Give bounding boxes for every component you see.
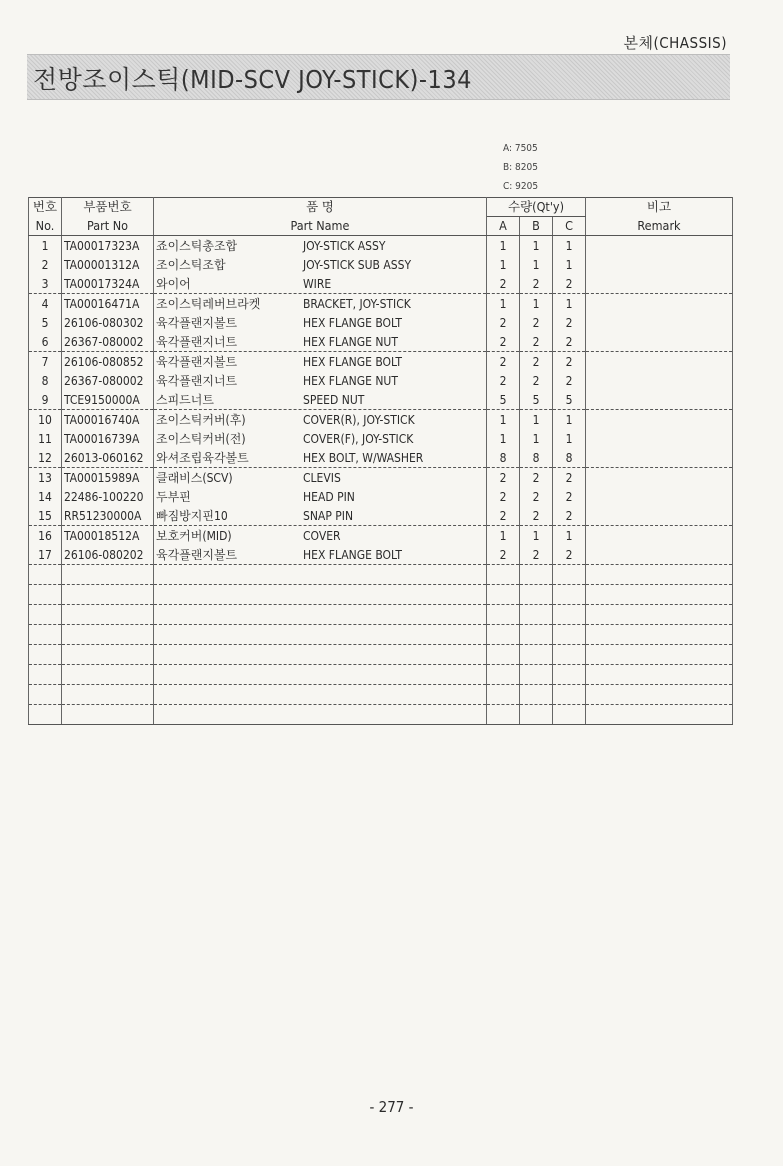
- cell-no: 5: [29, 313, 62, 332]
- cell-qty-c: 1: [553, 236, 586, 256]
- cell-remark: [586, 352, 733, 372]
- header-qty-a: A: [487, 217, 520, 236]
- cell-no: 3: [29, 274, 62, 294]
- cell-part-name: [154, 255, 487, 274]
- cell-qty-b: 2: [520, 313, 553, 332]
- cell-qty-b: 2: [520, 352, 553, 372]
- cell-qty-b: 8: [520, 448, 553, 468]
- cell-qty-a: 2: [487, 487, 520, 506]
- cell-qty-c: 2: [553, 313, 586, 332]
- cell-no: 14: [29, 487, 62, 506]
- cell-qty-c: 2: [553, 468, 586, 488]
- table-row: [29, 506, 733, 526]
- part-name-ko: 죠이스틱총조합: [156, 238, 238, 253]
- header-part-no-en: Part No: [62, 217, 154, 236]
- cell-part-name: [154, 352, 487, 372]
- cell-qty-c: 1: [553, 429, 586, 448]
- cell-part-no: 26106-080852: [62, 352, 154, 372]
- part-name-ko: 조이스틱조합: [156, 257, 226, 272]
- cell-qty-a: 1: [487, 429, 520, 448]
- cell-qty-a: 2: [487, 332, 520, 352]
- part-name-ko: 육각플랜지너트: [156, 334, 238, 349]
- part-name-ko: 육각플랜지너트: [156, 373, 238, 388]
- table-row: [29, 352, 733, 372]
- cell-qty-b: 1: [520, 236, 553, 256]
- cell-part-no: 26013-060162: [62, 448, 154, 468]
- cell-no: 2: [29, 255, 62, 274]
- header-remark-en: Remark: [586, 217, 733, 236]
- table-row: [29, 448, 733, 468]
- cell-qty-b: 2: [520, 506, 553, 526]
- cell-part-name: [154, 410, 487, 430]
- part-name-en: COVER(R), JOY-STICK: [303, 412, 415, 427]
- cell-no: 12: [29, 448, 62, 468]
- header-part-name-en: Part Name: [154, 217, 487, 236]
- table-row: [29, 545, 733, 565]
- cell-remark: [586, 236, 733, 256]
- cell-qty-c: 2: [553, 332, 586, 352]
- cell-remark: [586, 313, 733, 332]
- blank-row: [29, 645, 733, 665]
- blank-row: [29, 605, 733, 625]
- cell-part-name: [154, 487, 487, 506]
- cell-qty-a: 5: [487, 390, 520, 410]
- part-name-ko: 스피드너트: [156, 392, 214, 407]
- cell-qty-a: 2: [487, 468, 520, 488]
- cell-part-no: RR51230000A: [62, 506, 154, 526]
- cell-qty-c: 1: [553, 526, 586, 546]
- cell-qty-a: 1: [487, 294, 520, 314]
- cell-qty-a: 2: [487, 371, 520, 390]
- cell-remark: [586, 526, 733, 546]
- table-row: [29, 236, 733, 256]
- part-name-ko: 보호커버(MID): [156, 528, 232, 543]
- header-no-en: No.: [29, 217, 62, 236]
- cell-qty-a: 2: [487, 352, 520, 372]
- cell-part-name: [154, 371, 487, 390]
- cell-part-no: 26106-080302: [62, 313, 154, 332]
- cell-qty-a: 1: [487, 410, 520, 430]
- cell-qty-a: 2: [487, 545, 520, 565]
- cell-qty-b: 1: [520, 294, 553, 314]
- cell-remark: [586, 487, 733, 506]
- cell-remark: [586, 468, 733, 488]
- cell-part-name: [154, 506, 487, 526]
- cell-part-name: [154, 236, 487, 256]
- cell-qty-c: 1: [553, 255, 586, 274]
- table-row: [29, 487, 733, 506]
- cell-remark: [586, 410, 733, 430]
- cell-qty-a: 8: [487, 448, 520, 468]
- cell-remark: [586, 294, 733, 314]
- cell-qty-b: 2: [520, 468, 553, 488]
- part-name-en: HEX FLANGE BOLT: [303, 354, 402, 369]
- cell-part-name: [154, 468, 487, 488]
- page-title: 전방조이스틱(MID-SCV JOY-STICK)-134: [33, 65, 472, 94]
- part-name-en: COVER(F), JOY-STICK: [303, 431, 414, 446]
- blank-row: [29, 625, 733, 645]
- cell-qty-c: 2: [553, 371, 586, 390]
- table-row: [29, 526, 733, 546]
- cell-qty-a: 1: [487, 526, 520, 546]
- table-row: [29, 332, 733, 352]
- part-name-ko: 클래비스(SCV): [156, 470, 233, 485]
- cell-remark: [586, 371, 733, 390]
- cell-part-no: 26106-080202: [62, 545, 154, 565]
- table-row: [29, 294, 733, 314]
- cell-qty-c: 2: [553, 545, 586, 565]
- cell-remark: [586, 506, 733, 526]
- cell-qty-b: 2: [520, 332, 553, 352]
- header-qty-c: C: [553, 217, 586, 236]
- cell-part-name: [154, 429, 487, 448]
- part-name-en: WIRE: [303, 276, 332, 291]
- part-name-ko: 빠짐방지핀10: [156, 508, 228, 523]
- cell-no: 10: [29, 410, 62, 430]
- part-name-en: COVER: [303, 528, 341, 543]
- cell-qty-c: 1: [553, 294, 586, 314]
- header-remark-ko: 비고: [586, 198, 733, 217]
- part-name-en: JOY-STICK ASSY: [303, 238, 386, 253]
- header-part-name-ko: 품 명: [154, 198, 487, 217]
- cell-no: 17: [29, 545, 62, 565]
- blank-row: [29, 665, 733, 685]
- cell-no: 4: [29, 294, 62, 314]
- cell-part-name: [154, 526, 487, 546]
- cell-qty-a: 1: [487, 236, 520, 256]
- part-name-ko: 육각플랜지볼트: [156, 354, 238, 369]
- part-name-ko: 육각플랜지볼트: [156, 547, 238, 562]
- model-a-label: A: 7505: [503, 143, 538, 154]
- cell-qty-a: 1: [487, 255, 520, 274]
- cell-qty-a: 2: [487, 313, 520, 332]
- header-no-ko: 번호: [29, 198, 62, 217]
- cell-qty-b: 5: [520, 390, 553, 410]
- page-number: - 277 -: [369, 1098, 414, 1116]
- cell-qty-b: 2: [520, 545, 553, 565]
- table-row: [29, 274, 733, 294]
- table-row: [29, 468, 733, 488]
- cell-remark: [586, 448, 733, 468]
- cell-remark: [586, 545, 733, 565]
- cell-qty-c: 2: [553, 352, 586, 372]
- cell-part-no: 26367-080002: [62, 371, 154, 390]
- table-row: [29, 371, 733, 390]
- cell-qty-b: 2: [520, 274, 553, 294]
- header-qty-ko: 수량(Qt'y): [487, 198, 586, 217]
- cell-remark: [586, 255, 733, 274]
- cell-remark: [586, 390, 733, 410]
- table-row: [29, 429, 733, 448]
- model-b-label: B: 8205: [503, 162, 538, 173]
- part-name-ko: 조이스틱커버(후): [156, 412, 246, 427]
- cell-part-no: TA00016740A: [62, 410, 154, 430]
- cell-qty-b: 1: [520, 255, 553, 274]
- part-name-ko: 와이어: [156, 276, 191, 291]
- part-name-en: HEX BOLT, W/WASHER: [303, 450, 424, 465]
- part-name-en: HEX FLANGE NUT: [303, 334, 398, 349]
- cell-part-name: [154, 313, 487, 332]
- table-row: [29, 410, 733, 430]
- cell-no: 13: [29, 468, 62, 488]
- part-name-en: HEAD PIN: [303, 489, 355, 504]
- cell-no: 15: [29, 506, 62, 526]
- cell-qty-b: 2: [520, 487, 553, 506]
- cell-remark: [586, 274, 733, 294]
- part-name-ko: 육각플랜지볼트: [156, 315, 238, 330]
- part-name-en: SNAP PIN: [303, 508, 354, 523]
- cell-qty-c: 2: [553, 506, 586, 526]
- cell-qty-b: 2: [520, 371, 553, 390]
- part-name-ko: 와셔조립육각볼트: [156, 450, 249, 465]
- cell-no: 1: [29, 236, 62, 256]
- cell-part-no: TA00017323A: [62, 236, 154, 256]
- cell-qty-c: 2: [553, 274, 586, 294]
- cell-qty-a: 2: [487, 506, 520, 526]
- cell-part-no: 22486-100220: [62, 487, 154, 506]
- cell-part-name: [154, 332, 487, 352]
- cell-qty-c: 5: [553, 390, 586, 410]
- cell-no: 11: [29, 429, 62, 448]
- table-row: [29, 390, 733, 410]
- cell-qty-c: 2: [553, 487, 586, 506]
- part-name-ko: 조이스틱레버브라켓: [156, 296, 261, 311]
- cell-no: 7: [29, 352, 62, 372]
- cell-no: 16: [29, 526, 62, 546]
- part-name-ko: 두부핀: [156, 489, 191, 504]
- part-name-en: HEX FLANGE NUT: [303, 373, 398, 388]
- blank-row: [29, 585, 733, 605]
- part-name-ko: 조이스틱커버(전): [156, 431, 246, 446]
- cell-part-name: [154, 294, 487, 314]
- cell-qty-a: 2: [487, 274, 520, 294]
- cell-qty-b: 1: [520, 410, 553, 430]
- cell-qty-c: 1: [553, 410, 586, 430]
- cell-qty-c: 8: [553, 448, 586, 468]
- blank-row: [29, 705, 733, 725]
- part-name-en: CLEVIS: [303, 470, 341, 485]
- cell-qty-b: 1: [520, 526, 553, 546]
- cell-part-no: TA00018512A: [62, 526, 154, 546]
- part-name-en: JOY-STICK SUB ASSY: [303, 257, 412, 272]
- model-c-label: C: 9205: [503, 181, 539, 192]
- cell-part-no: TA00016739A: [62, 429, 154, 448]
- cell-part-no: TA00015989A: [62, 468, 154, 488]
- part-name-en: SPEED NUT: [303, 392, 365, 407]
- blank-row: [29, 685, 733, 705]
- cell-remark: [586, 429, 733, 448]
- cell-part-no: TA00001312A: [62, 255, 154, 274]
- cell-qty-b: 1: [520, 429, 553, 448]
- parts-table: [28, 197, 733, 725]
- cell-no: 6: [29, 332, 62, 352]
- header-part-no-ko: 부품번호: [62, 198, 154, 217]
- table-row: [29, 313, 733, 332]
- section-label: 본체(CHASSIS): [623, 34, 727, 52]
- header-qty-b: B: [520, 217, 553, 236]
- part-name-en: HEX FLANGE BOLT: [303, 315, 402, 330]
- cell-part-name: [154, 448, 487, 468]
- cell-remark: [586, 332, 733, 352]
- part-name-en: BRACKET, JOY-STICK: [303, 296, 411, 311]
- part-name-en: HEX FLANGE BOLT: [303, 547, 402, 562]
- cell-part-no: TA00017324A: [62, 274, 154, 294]
- cell-part-no: 26367-080002: [62, 332, 154, 352]
- cell-no: 8: [29, 371, 62, 390]
- cell-part-name: [154, 274, 487, 294]
- cell-no: 9: [29, 390, 62, 410]
- blank-row: [29, 565, 733, 585]
- cell-part-name: [154, 390, 487, 410]
- cell-part-name: [154, 545, 487, 565]
- cell-part-no: TCE9150000A: [62, 390, 154, 410]
- cell-part-no: TA00016471A: [62, 294, 154, 314]
- table-row: [29, 255, 733, 274]
